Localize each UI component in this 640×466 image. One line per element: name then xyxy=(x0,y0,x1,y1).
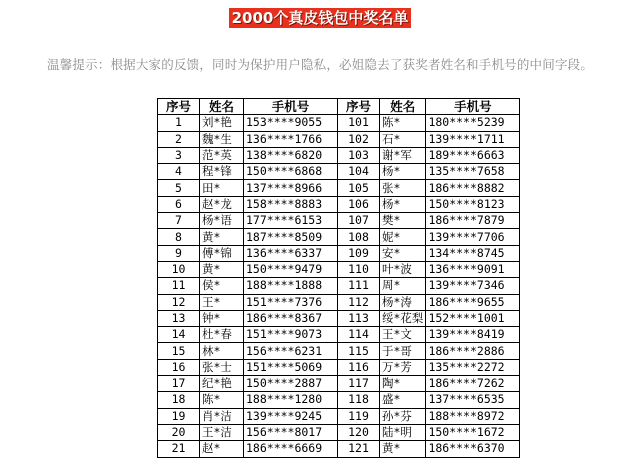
cell-name: 肖*洁 xyxy=(200,408,244,424)
table-row xyxy=(158,441,520,457)
cell-index: 121 xyxy=(338,441,380,457)
cell-phone: 151****5069 xyxy=(244,359,338,375)
cell-index: 3 xyxy=(158,147,200,163)
cell-index: 16 xyxy=(158,359,200,375)
cell-index: 114 xyxy=(338,327,380,343)
cell-name: 钟* xyxy=(200,310,244,326)
cell-phone: 189****6663 xyxy=(426,147,520,163)
cell-name: 刘*艳 xyxy=(200,115,244,131)
table-row xyxy=(158,310,520,326)
cell-index: 108 xyxy=(338,229,380,245)
cell-index: 103 xyxy=(338,147,380,163)
cell-name: 谢*军 xyxy=(380,147,426,163)
cell-index: 14 xyxy=(158,327,200,343)
cell-index: 20 xyxy=(158,424,200,440)
header-name-2: 姓名 xyxy=(380,99,426,115)
cell-phone: 135****2272 xyxy=(426,359,520,375)
cell-index: 106 xyxy=(338,196,380,212)
table-row xyxy=(158,408,520,424)
table-row xyxy=(158,278,520,294)
cell-index: 120 xyxy=(338,424,380,440)
cell-name: 王*洁 xyxy=(200,424,244,440)
cell-index: 21 xyxy=(158,441,200,457)
cell-phone: 186****6669 xyxy=(244,441,338,457)
cell-name: 杨*语 xyxy=(200,213,244,229)
cell-name: 张* xyxy=(380,180,426,196)
cell-name: 魏*生 xyxy=(200,131,244,147)
cell-phone: 177****6153 xyxy=(244,213,338,229)
cell-index: 102 xyxy=(338,131,380,147)
cell-phone: 186****8882 xyxy=(426,180,520,196)
cell-index: 6 xyxy=(158,196,200,212)
cell-name: 纪*艳 xyxy=(200,376,244,392)
cell-index: 101 xyxy=(338,115,380,131)
cell-name: 樊* xyxy=(380,213,426,229)
cell-name: 孙*芬 xyxy=(380,408,426,424)
cell-name: 程*锋 xyxy=(200,164,244,180)
cell-phone: 186****2886 xyxy=(426,343,520,359)
cell-index: 10 xyxy=(158,261,200,277)
cell-phone: 156****6231 xyxy=(244,343,338,359)
cell-phone: 134****8745 xyxy=(426,245,520,261)
cell-phone: 139****7346 xyxy=(426,278,520,294)
table-row xyxy=(158,164,520,180)
cell-name: 杨* xyxy=(380,164,426,180)
cell-phone: 188****8972 xyxy=(426,408,520,424)
page-title-banner xyxy=(0,8,640,28)
table-row xyxy=(158,229,520,245)
cell-name: 绥*花梨 xyxy=(380,310,426,326)
cell-phone: 180****5239 xyxy=(426,115,520,131)
cell-index: 105 xyxy=(338,180,380,196)
cell-index: 19 xyxy=(158,408,200,424)
table-row xyxy=(158,294,520,310)
cell-index: 111 xyxy=(338,278,380,294)
cell-index: 17 xyxy=(158,376,200,392)
table-row xyxy=(158,180,520,196)
cell-index: 112 xyxy=(338,294,380,310)
cell-phone: 151****9073 xyxy=(244,327,338,343)
cell-name: 赵* xyxy=(200,441,244,457)
cell-index: 15 xyxy=(158,343,200,359)
cell-phone: 150****8123 xyxy=(426,196,520,212)
cell-name: 叶*波 xyxy=(380,261,426,277)
table-row xyxy=(158,376,520,392)
cell-phone: 188****1280 xyxy=(244,392,338,408)
table-row xyxy=(158,359,520,375)
cell-index: 18 xyxy=(158,392,200,408)
cell-index: 116 xyxy=(338,359,380,375)
table-row xyxy=(158,115,520,131)
cell-name: 范*英 xyxy=(200,147,244,163)
cell-index: 8 xyxy=(158,229,200,245)
cell-phone: 186****6370 xyxy=(426,441,520,457)
header-name: 姓名 xyxy=(200,99,244,115)
cell-index: 119 xyxy=(338,408,380,424)
winners-table xyxy=(157,98,520,458)
cell-index: 117 xyxy=(338,376,380,392)
cell-phone: 139****7706 xyxy=(426,229,520,245)
cell-index: 104 xyxy=(338,164,380,180)
cell-name: 安* xyxy=(380,245,426,261)
cell-name: 妮* xyxy=(380,229,426,245)
cell-name: 赵*龙 xyxy=(200,196,244,212)
cell-phone: 136****1766 xyxy=(244,131,338,147)
cell-name: 陶* xyxy=(380,376,426,392)
cell-phone: 139****1711 xyxy=(426,131,520,147)
cell-name: 周* xyxy=(380,278,426,294)
cell-phone: 137****6535 xyxy=(426,392,520,408)
cell-phone: 156****8017 xyxy=(244,424,338,440)
cell-phone: 136****6337 xyxy=(244,245,338,261)
cell-phone: 186****9655 xyxy=(426,294,520,310)
cell-phone: 150****2887 xyxy=(244,376,338,392)
table-row xyxy=(158,327,520,343)
cell-name: 傅*锦 xyxy=(200,245,244,261)
cell-phone: 139****8419 xyxy=(426,327,520,343)
cell-name: 王* xyxy=(200,294,244,310)
cell-index: 11 xyxy=(158,278,200,294)
cell-phone: 152****1001 xyxy=(426,310,520,326)
cell-name: 侯* xyxy=(200,278,244,294)
cell-name: 黄* xyxy=(200,229,244,245)
table-row xyxy=(158,392,520,408)
cell-name: 田* xyxy=(200,180,244,196)
page-title: 2000个真皮钱包中奖名单 xyxy=(229,8,412,28)
cell-phone: 137****8966 xyxy=(244,180,338,196)
table-row xyxy=(158,424,520,440)
header-phone: 手机号 xyxy=(244,99,338,115)
cell-name: 黄* xyxy=(200,261,244,277)
cell-index: 13 xyxy=(158,310,200,326)
cell-phone: 138****6820 xyxy=(244,147,338,163)
header-index-2: 序号 xyxy=(338,99,380,115)
cell-phone: 151****7376 xyxy=(244,294,338,310)
cell-name: 黄* xyxy=(380,441,426,457)
header-index: 序号 xyxy=(158,99,200,115)
cell-index: 12 xyxy=(158,294,200,310)
cell-index: 1 xyxy=(158,115,200,131)
cell-name: 陈* xyxy=(200,392,244,408)
cell-name: 王*文 xyxy=(380,327,426,343)
table-header-row xyxy=(158,99,520,115)
cell-phone: 150****1672 xyxy=(426,424,520,440)
table-row xyxy=(158,131,520,147)
cell-phone: 186****8367 xyxy=(244,310,338,326)
cell-index: 2 xyxy=(158,131,200,147)
cell-phone: 153****9055 xyxy=(244,115,338,131)
cell-phone: 186****7262 xyxy=(426,376,520,392)
cell-name: 杜*春 xyxy=(200,327,244,343)
cell-phone: 187****8509 xyxy=(244,229,338,245)
cell-index: 115 xyxy=(338,343,380,359)
cell-phone: 135****7658 xyxy=(426,164,520,180)
cell-name: 陆*明 xyxy=(380,424,426,440)
cell-name: 万*芳 xyxy=(380,359,426,375)
cell-phone: 136****9091 xyxy=(426,261,520,277)
privacy-tip: 温馨提示：根据大家的反馈，同时为保护用户隐私，必姐隐去了获奖者姓名和手机号的中间字段。 xyxy=(46,57,594,72)
cell-index: 118 xyxy=(338,392,380,408)
cell-name: 盛* xyxy=(380,392,426,408)
cell-index: 109 xyxy=(338,245,380,261)
cell-phone: 158****8883 xyxy=(244,196,338,212)
cell-name: 林* xyxy=(200,343,244,359)
cell-index: 5 xyxy=(158,180,200,196)
table-row xyxy=(158,343,520,359)
cell-phone: 188****1888 xyxy=(244,278,338,294)
cell-index: 4 xyxy=(158,164,200,180)
cell-index: 7 xyxy=(158,213,200,229)
cell-phone: 150****6868 xyxy=(244,164,338,180)
cell-name: 杨* xyxy=(380,196,426,212)
cell-phone: 139****9245 xyxy=(244,408,338,424)
cell-index: 9 xyxy=(158,245,200,261)
table-row xyxy=(158,147,520,163)
cell-name: 杨*涛 xyxy=(380,294,426,310)
cell-name: 石* xyxy=(380,131,426,147)
table-row xyxy=(158,245,520,261)
cell-index: 107 xyxy=(338,213,380,229)
cell-name: 陈* xyxy=(380,115,426,131)
table-body xyxy=(158,115,520,457)
cell-index: 113 xyxy=(338,310,380,326)
table-row xyxy=(158,196,520,212)
table-row xyxy=(158,213,520,229)
cell-index: 110 xyxy=(338,261,380,277)
cell-name: 张*士 xyxy=(200,359,244,375)
cell-name: 于*哥 xyxy=(380,343,426,359)
cell-phone: 150****9479 xyxy=(244,261,338,277)
header-phone-2: 手机号 xyxy=(426,99,520,115)
cell-phone: 186****7879 xyxy=(426,213,520,229)
table-row xyxy=(158,261,520,277)
